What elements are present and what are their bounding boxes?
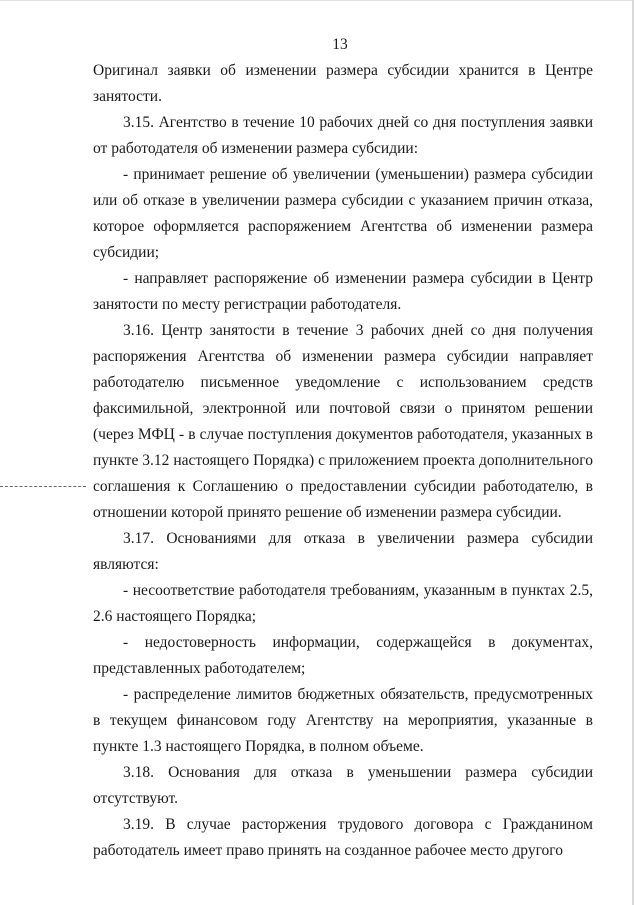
document-body xyxy=(93,58,593,864)
page-number: 13 xyxy=(332,36,348,53)
margin-dashed-mark xyxy=(0,486,86,488)
paragraph-3-19: 3.19. В случае расторжения трудового договора с Гражданином работодатель имеет право принять на созданное рабочее место другого xyxy=(93,816,593,859)
page-top-edge xyxy=(0,0,634,1)
paragraph-3-18: 3.18. Основания для отказа в уменьшении размера субсидии отсутствуют. xyxy=(93,764,593,807)
paragraph-intro: Оригинал заявки об изменении размера субсидии хранится в Центре занятости. xyxy=(93,62,593,105)
paragraph-3-15-item-2: - направляет распоряжение об изменении размера субсидии в Центр занятости по месту регистрации работодателя. xyxy=(93,270,593,313)
paragraph-3-17-item-2: - недостоверность информации, содержащейся в документах, представленных работодателем; xyxy=(93,634,593,677)
paragraph-3-16: 3.16. Центр занятости в течение 3 рабочих дней со дня получения распоряжения Агентства об изменении размера субсидии направляет работодателю письменное уведомление с использованием средств факсимильной, электронной или почтовой связи о принятом решении (через МФЦ - в случае поступления документов работодателя, указанных в пункте 3.12 настоящего Порядка) с приложением проекта дополнительного соглашения к Соглашению о предоставлении субсидии работодателю, в отношении которой принято решение об изменении размера субсидии. xyxy=(93,322,593,521)
paragraph-3-15-item-1: - принимает решение об увеличении (уменьшении) размера субсидии или об отказе в увеличении размера субсидии с указанием причин отказа, которое оформляется распоряжением Агентства об изменении размера субсидии; xyxy=(93,166,593,261)
paragraph-3-17: 3.17. Основаниями для отказа в увеличении размера субсидии являются: xyxy=(93,530,593,573)
paragraph-3-17-item-1: - несоответствие работодателя требованиям, указанным в пунктах 2.5, 2.6 настоящего Порядка; xyxy=(93,582,593,625)
paragraph-3-17-item-3: - распределение лимитов бюджетных обязательств, предусмотренных в текущем финансовом году Агентству на мероприятия, указанные в пункте 1.3 настоящего Порядка, в полном объеме. xyxy=(93,686,593,755)
paragraph-3-15: 3.15. Агентство в течение 10 рабочих дней со дня поступления заявки от работодателя об изменении размера субсидии: xyxy=(93,114,593,157)
